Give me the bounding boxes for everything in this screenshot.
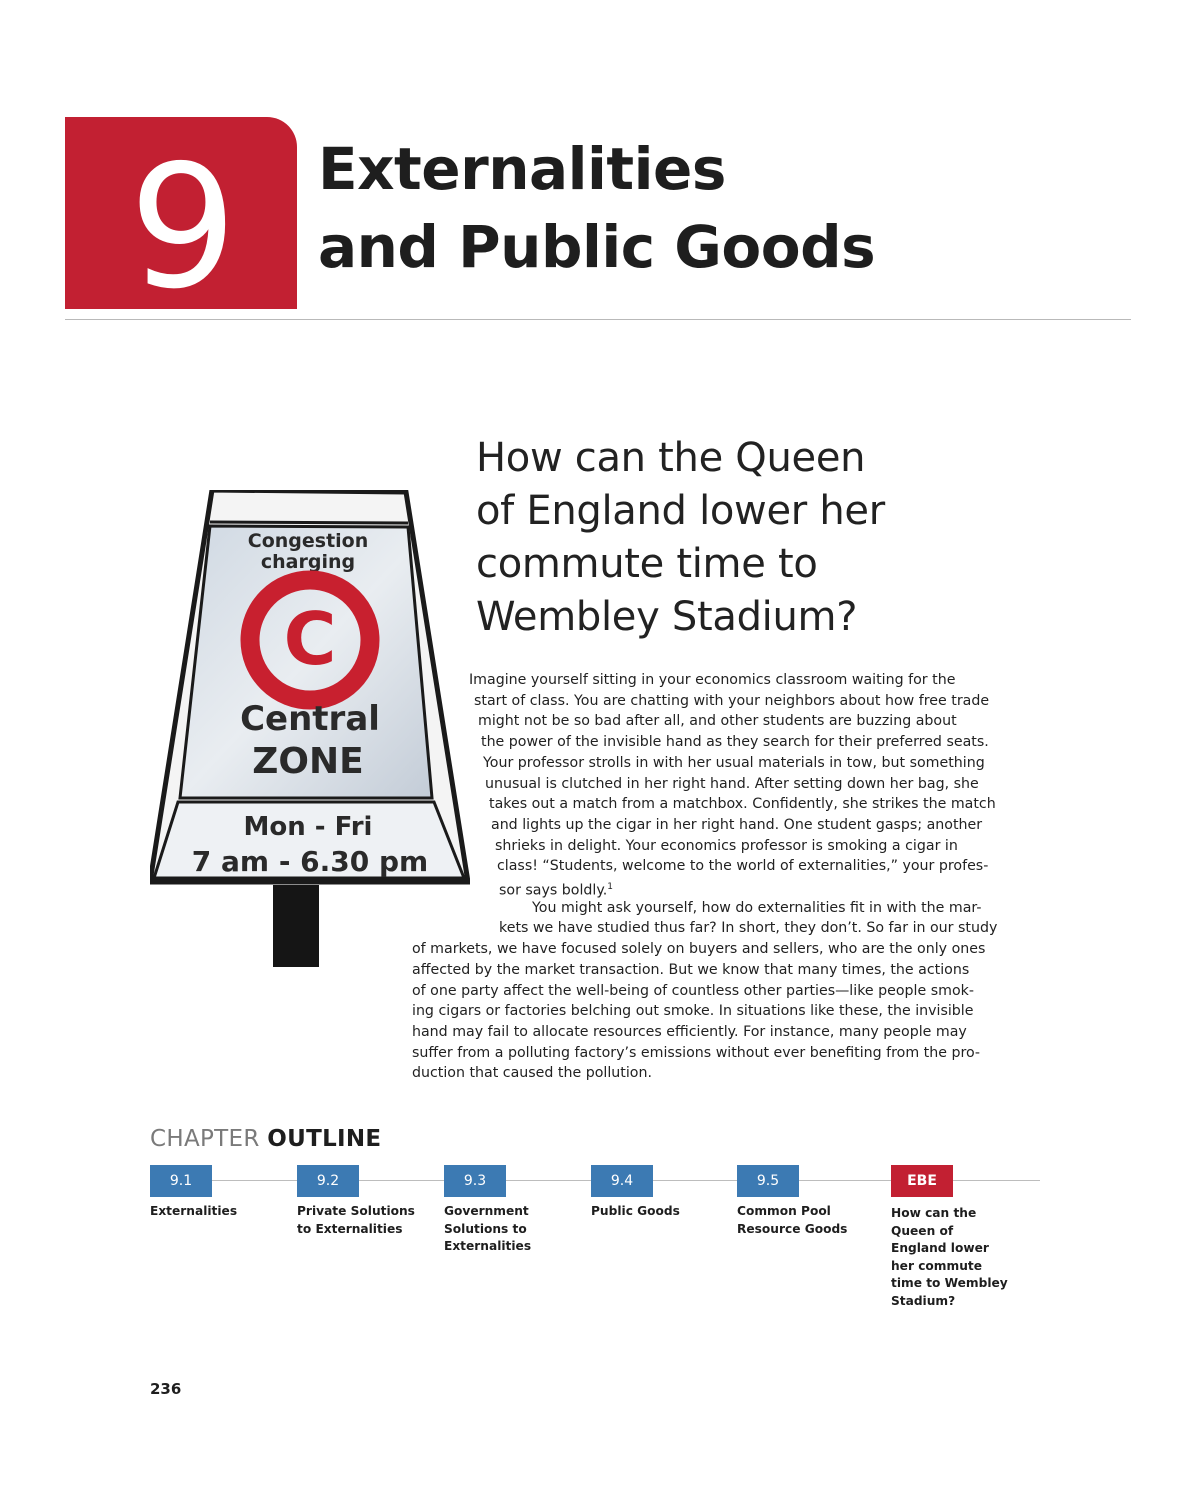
sign-text-hours: 7 am - 6.30 pm <box>191 845 429 878</box>
chapter-title-line: Externalities <box>318 135 726 203</box>
outline-badge: 9.3 <box>444 1165 506 1197</box>
body-line: shrieks in delight. Your economics professor is smoking a cigar in <box>495 837 958 854</box>
body-line: of one party affect the well-being of countless other parties—like people smok- <box>412 982 974 999</box>
body-line-text: sor says boldly. <box>499 882 608 899</box>
body-line: Imagine yourself sitting in your economics classroom waiting for the <box>469 672 956 688</box>
outline-label <box>150 1203 290 1221</box>
chapter-number: 9 <box>128 129 234 309</box>
footnote-mark: 1 <box>607 882 613 892</box>
outline-item-9-3[interactable] <box>444 1165 584 1256</box>
outline-label-line: Stadium? <box>891 1293 956 1308</box>
chapter-outline-heading <box>150 1124 381 1154</box>
body-line: might not be so bad after all, and other students are buzzing about <box>478 713 957 730</box>
sign-text-central: Central <box>240 699 380 739</box>
outline-label-line: Solutions to <box>444 1221 527 1236</box>
body-line: and lights up the cigar in her right hand. One student gasps; another <box>491 816 983 833</box>
outline-label-line: Government <box>444 1204 529 1218</box>
body-line: affected by the market transaction. But we know that many times, the actions <box>412 961 970 978</box>
body-line: Your professor strolls in with her usual materials in tow, but something <box>483 754 985 771</box>
outline-badge-ebe: EBE <box>891 1165 953 1197</box>
sign-text-days: Mon - Fri <box>243 812 373 842</box>
outline-label-line: Externalities <box>150 1204 238 1218</box>
body-line: duction that caused the pollution. <box>412 1065 652 1082</box>
outline-label-line: How can the <box>891 1206 977 1220</box>
body-line: start of class. You are chatting with your neighbors about how free trade <box>474 692 990 709</box>
body-line: hand may fail to allocate resources efficiently. For instance, many people may <box>412 1023 967 1040</box>
outline-label-line: Public Goods <box>591 1204 680 1218</box>
outline-label-line: Private Solutions <box>297 1204 415 1218</box>
chapter-number-box <box>65 117 297 309</box>
sign-pole <box>273 885 319 967</box>
outline-item-ebe[interactable] <box>891 1165 1031 1310</box>
question-line: How can the Queen <box>476 435 866 481</box>
outline-label <box>444 1203 584 1256</box>
sign-text-charging: charging <box>260 551 356 573</box>
header-divider <box>65 319 1131 320</box>
body-line: of markets, we have focused solely on buyers and sellers, who are the only ones <box>412 941 986 958</box>
outline-item-9-4[interactable] <box>591 1165 731 1221</box>
body-line: unusual is clutched in her right hand. After setting down her bag, she <box>485 775 979 792</box>
outline-badge: 9.2 <box>297 1165 359 1197</box>
outline-label <box>891 1205 1031 1310</box>
outline-item-9-5[interactable] <box>737 1165 877 1238</box>
sign-text-zone: ZONE <box>252 741 364 782</box>
chapter-title-line: and Public Goods <box>318 213 876 281</box>
question-line: Wembley Stadium? <box>476 594 858 640</box>
outline-label-line: Common Pool <box>737 1204 831 1218</box>
outline-badge: 9.1 <box>150 1165 212 1197</box>
body-line: suffer from a polluting factory’s emissions without ever benefiting from the pro- <box>412 1044 981 1061</box>
sign-text-congestion: Congestion <box>247 530 369 552</box>
opening-question <box>476 432 1076 644</box>
page-number: 236 <box>150 1380 182 1398</box>
outline-badge: 9.4 <box>591 1165 653 1197</box>
outline-label-line: her commute <box>891 1258 982 1273</box>
outline-label-line: Resource Goods <box>737 1221 848 1236</box>
body-line: You might ask yourself, how do externalities fit in with the mar- <box>532 899 982 916</box>
body-line: ing cigars or factories belching out smoke. In situations like these, the invisible <box>412 1003 974 1020</box>
sign-illustration <box>150 490 470 890</box>
body-line: class! “Students, welcome to the world of externalities,” your profes- <box>497 858 989 875</box>
outline-item-9-1[interactable] <box>150 1165 290 1221</box>
outline-item-9-2[interactable] <box>297 1165 437 1238</box>
outline-heading-bold: OUTLINE <box>267 1126 382 1152</box>
outline-label-line: to Externalities <box>297 1221 403 1236</box>
outline-label-line: Queen of <box>891 1223 954 1238</box>
outline-label <box>591 1203 731 1221</box>
congestion-sign-photo <box>150 490 470 970</box>
outline-label-line: Externalities <box>444 1239 532 1253</box>
outline-label-line: England lower <box>891 1241 989 1255</box>
outline-label <box>297 1203 437 1238</box>
question-line: of England lower her <box>476 488 885 534</box>
outline-label <box>737 1203 877 1238</box>
outline-label-line: time to Wembley <box>891 1276 1008 1290</box>
outline-badge: 9.5 <box>737 1165 799 1197</box>
question-line: commute time to <box>476 541 818 587</box>
body-line: takes out a match from a matchbox. Confidently, she strikes the match <box>489 796 996 813</box>
outline-heading-light: CHAPTER <box>150 1126 260 1152</box>
chapter-title <box>318 130 875 286</box>
congestion-c-letter: C <box>283 597 337 681</box>
body-line: the power of the invisible hand as they search for their preferred seats. <box>481 734 989 751</box>
body-line: kets we have studied thus far? In short, they don’t. So far in our study <box>499 920 998 937</box>
